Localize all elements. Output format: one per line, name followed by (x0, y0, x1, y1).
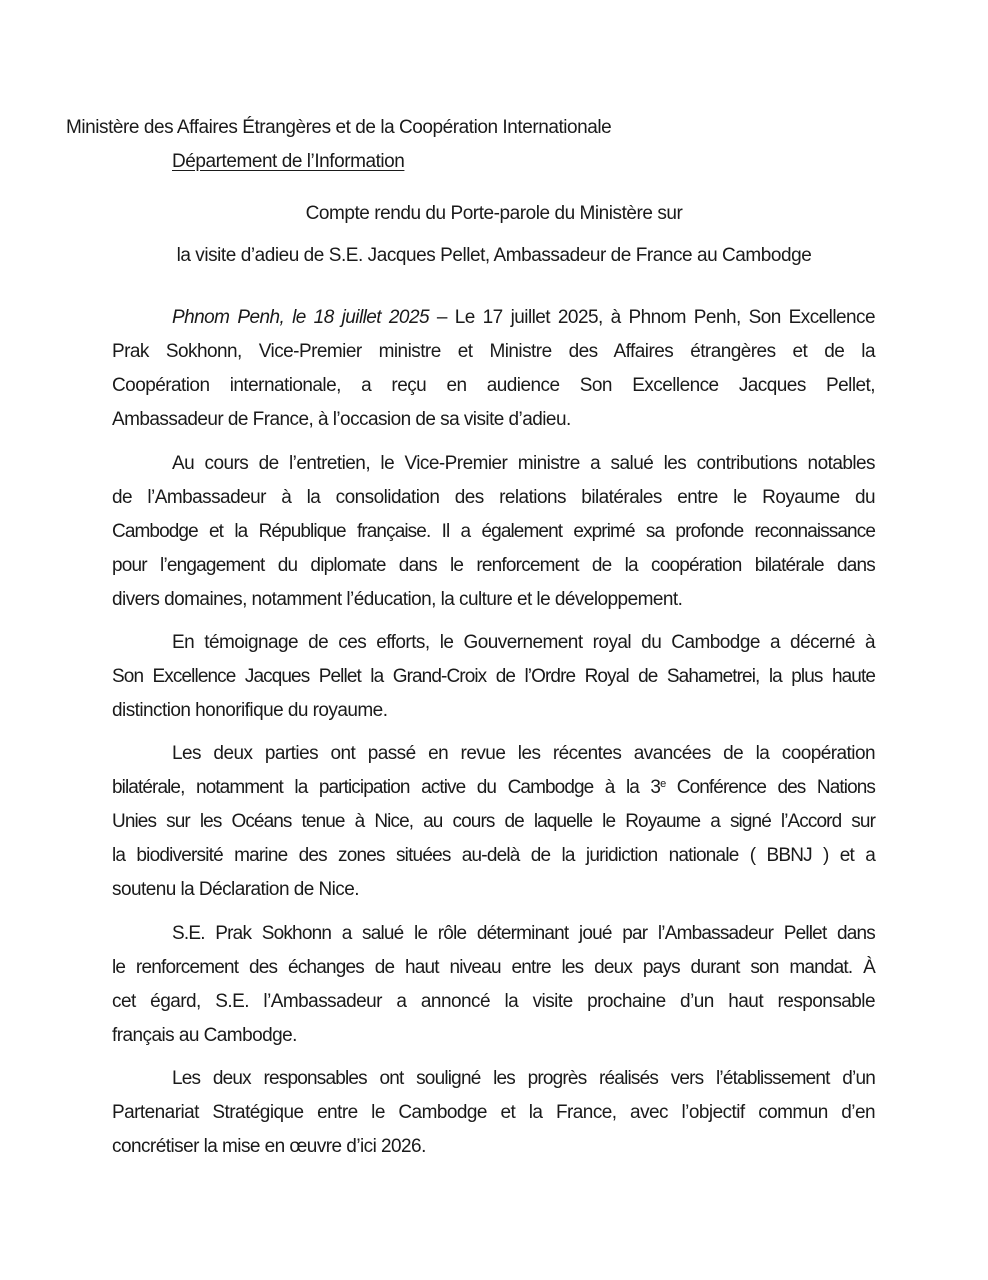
body-line: de l’Ambassadeur à la consolidation des relations bilatérales entre le Royaume du (112, 487, 875, 508)
body-line: français au Cambodge. (112, 1025, 297, 1046)
department-heading: Département de l’Information (172, 151, 405, 172)
title-text-1: Compte rendu du Porte-parole du Ministère sur (305, 203, 683, 224)
body-line: Les deux responsables ont souligné les progrès réalisés vers l’établissement d’un (172, 1068, 875, 1089)
body-line: concrétiser la mise en œuvre d’ici 2026. (112, 1136, 426, 1157)
body-line: Son Excellence Jacques Pellet la Grand-Croix de l’Ordre Royal de Sahametrei, la plus haute (112, 666, 875, 687)
body-line: Prak Sokhonn, Vice-Premier ministre et Ministre des Affaires étrangères et de la (112, 341, 875, 362)
body-line: le renforcement des échanges de haut niveau entre les deux pays durant son mandat. À (112, 957, 875, 978)
body-line: Ambassadeur de France, à l’occasion de sa visite d’adieu. (112, 409, 571, 430)
body-line: la biodiversité marine des zones situées au-delà de la juridiction nationale ( BBNJ ) et a (112, 845, 875, 866)
body-line: divers domaines, notamment l’éducation, la culture et le développement. (112, 589, 683, 610)
body-line: Cambodge et la République française. Il a également exprimé sa profonde reconnaissance (112, 521, 875, 542)
body-text: Conférence des Nations (665, 777, 876, 798)
body-line: Les deux parties ont passé en revue les récentes avancées de la coopération (172, 743, 875, 764)
body-line: Coopération internationale, a reçu en audience Son Excellence Jacques Pellet, (112, 375, 875, 396)
body-line (112, 776, 875, 800)
superscript: e (660, 778, 666, 790)
body-line: En témoignage de ces efforts, le Gouvernement royal du Cambodge a décerné à (172, 632, 875, 653)
body-line: Au cours de l’entretien, le Vice-Premier ministre a salué les contributions notables (172, 453, 875, 474)
body-text: bilatérale, notamment la participation active du Cambodge à la 3 (112, 777, 661, 798)
dateline: Phnom Penh, le 18 juillet 2025 (172, 307, 429, 328)
body-line: Partenariat Stratégique entre le Cambodge et la France, avec l’objectif commun d’en (112, 1102, 875, 1123)
title-line-2 (0, 245, 988, 267)
body-line: distinction honorifique du royaume. (112, 700, 388, 721)
body-text: – Le 17 juillet 2025, à Phnom Penh, Son Excellence (428, 307, 876, 328)
body-line: cet égard, S.E. l’Ambassadeur a annoncé la visite prochaine d’un haut responsable (112, 991, 875, 1012)
body-line: pour l’engagement du diplomate dans le renforcement de la coopération bilatérale dans (112, 555, 875, 576)
ministry-heading: Ministère des Affaires Étrangères et de la Coopération Internationale (66, 117, 612, 138)
body-line: Unies sur les Océans tenue à Nice, au cours de laquelle le Royaume a signé l’Accord sur (112, 811, 875, 832)
body-line: soutenu la Déclaration de Nice. (112, 879, 359, 900)
title-line-1 (0, 203, 988, 225)
body-line (112, 306, 875, 330)
body-line: S.E. Prak Sokhonn a salué le rôle déterminant joué par l’Ambassadeur Pellet dans (172, 923, 875, 944)
title-text-2: la visite d’adieu de S.E. Jacques Pellet, Ambassadeur de France au Cambodge (176, 245, 812, 266)
